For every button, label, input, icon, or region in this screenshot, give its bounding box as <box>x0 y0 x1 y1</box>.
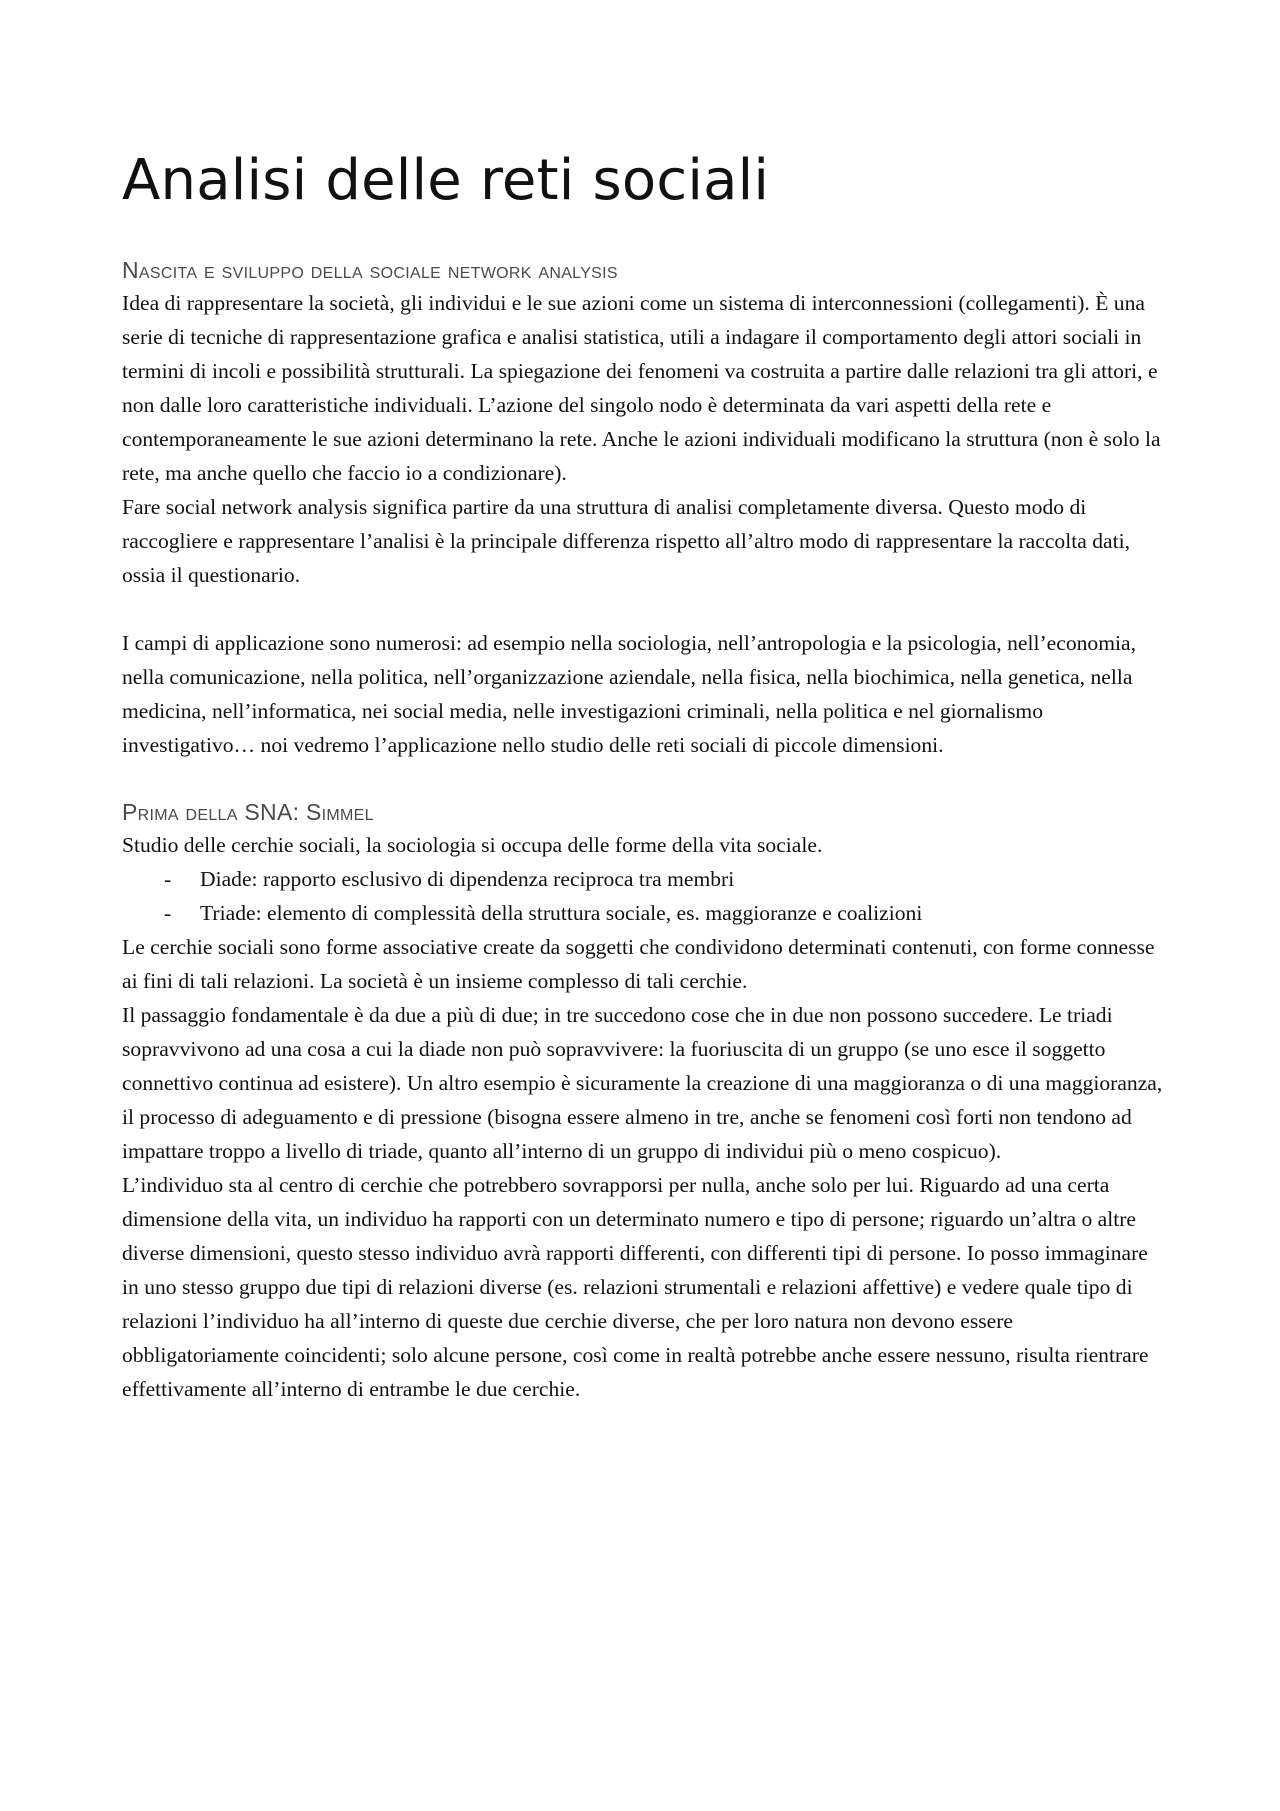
section-heading: Nascita e sviluppo della sociale network analysis <box>122 256 618 283</box>
body-paragraph: Il passaggio fondamentale è da due a più di due; in tre succedono cose che in due non possono succedere. Le triadi sopravvivono ad una cosa a cui la diade non può sopravvivere: la fuoriuscita di un gruppo (se uno esce il soggetto connettivo continua ad esistere). Un altro esempio è sicuramente la creazione di una maggioranza o di una maggioranza, il processo di adeguamento e di pressione (bisogna essere almeno in tre, anche se fenomeni così forti non tendono ad impattare troppo a livello di triade, quanto all’interno di un gruppo di individui più o meno cospicuo). <box>122 1002 1163 1163</box>
list-item-text: Diade: rapporto esclusivo di dipendenza reciproca tra membri <box>200 866 735 891</box>
body-paragraph: L’individuo sta al centro di cerchie che potrebbero sovrapporsi per nulla, anche solo per lui. Riguardo ad una certa dimensione della vita, un individuo ha rapporti con un determinato numero e tipo di persone; riguardo un’altra o altre diverse dimensioni, questo stesso individuo avrà rapporti differenti, con differenti tipi di persone. Io posso immaginare in uno stesso gruppo due tipi di relazioni diverse (es. relazioni strumentali e relazioni affettive) e vedere quale tipo di relazioni l’individuo ha all’interno di queste due cerchie diverse, che per loro natura non devono essere obbligatoriamente coincidenti; solo alcune persone, così come in realtà potrebbe anche essere nessuno, risulta rientrare effettivamente all’interno di entrambe le due cerchie. <box>122 1172 1149 1401</box>
list-item <box>122 862 1167 896</box>
bullet-dash: - <box>164 900 172 925</box>
bullet-list <box>122 862 1167 930</box>
body-paragraph: Le cerchie sociali sono forme associative create da soggetti che condividono determinati contenuti, con forme connesse ai fini di tali relazioni. La società è un insieme complesso di tali cerchie. <box>122 934 1155 993</box>
body-paragraph: Idea di rappresentare la società, gli individui e le sue azioni come un sistema di interconnessioni (collegamenti). È una serie di tecniche di rappresentazione grafica e analisi statistica, utili a indagare il comportamento degli attori sociali in termini di incoli e possibilità strutturali. La spiegazione dei fenomeni va costruita a partire dalle relazioni tra gli attori, e non dalle loro caratteristiche individuali. L’azione del singolo nodo è determinata da vari aspetti della rete e contemporaneamente le sue azioni determinano la rete. Anche le azioni individuali modificano la struttura (non è solo la rete, ma anche quello che faccio io a condizionare). <box>122 290 1161 485</box>
bullet-dash: - <box>164 866 172 891</box>
body-paragraph: Fare social network analysis significa partire da una struttura di analisi completamente diversa. Questo modo di raccogliere e rappresentare l’analisi è la principale differenza rispetto all’altro modo di rappresentare la raccolta dati, ossia il questionario. <box>122 494 1130 587</box>
list-item <box>122 896 1167 930</box>
body-paragraph: I campi di applicazione sono numerosi: ad esempio nella sociologia, nell’antropologia e la psicologia, nell’economia, nella comunicazione, nella politica, nell’organizzazione aziendale, nella fisica, nella biochimica, nella genetica, nella medicina, nell’informatica, nei social media, nelle investigazioni criminali, nella politica e nel giornalismo investigativo… noi vedremo l’applicazione nello studio delle reti sociali di piccole dimensioni. <box>122 630 1136 757</box>
section-heading: Prima della SNA: Simmel <box>122 798 374 825</box>
section-prima-sna-simmel <box>122 796 1167 1406</box>
section-nascita-sna <box>122 254 1167 762</box>
body-paragraph: Studio delle cerchie sociali, la sociologia si occupa delle forme della vita sociale. <box>122 832 823 857</box>
list-item-text: Triade: elemento di complessità della struttura sociale, es. maggioranze e coalizioni <box>200 900 923 925</box>
document-title: Analisi delle reti sociali <box>122 148 770 213</box>
document-page <box>122 150 1167 1406</box>
